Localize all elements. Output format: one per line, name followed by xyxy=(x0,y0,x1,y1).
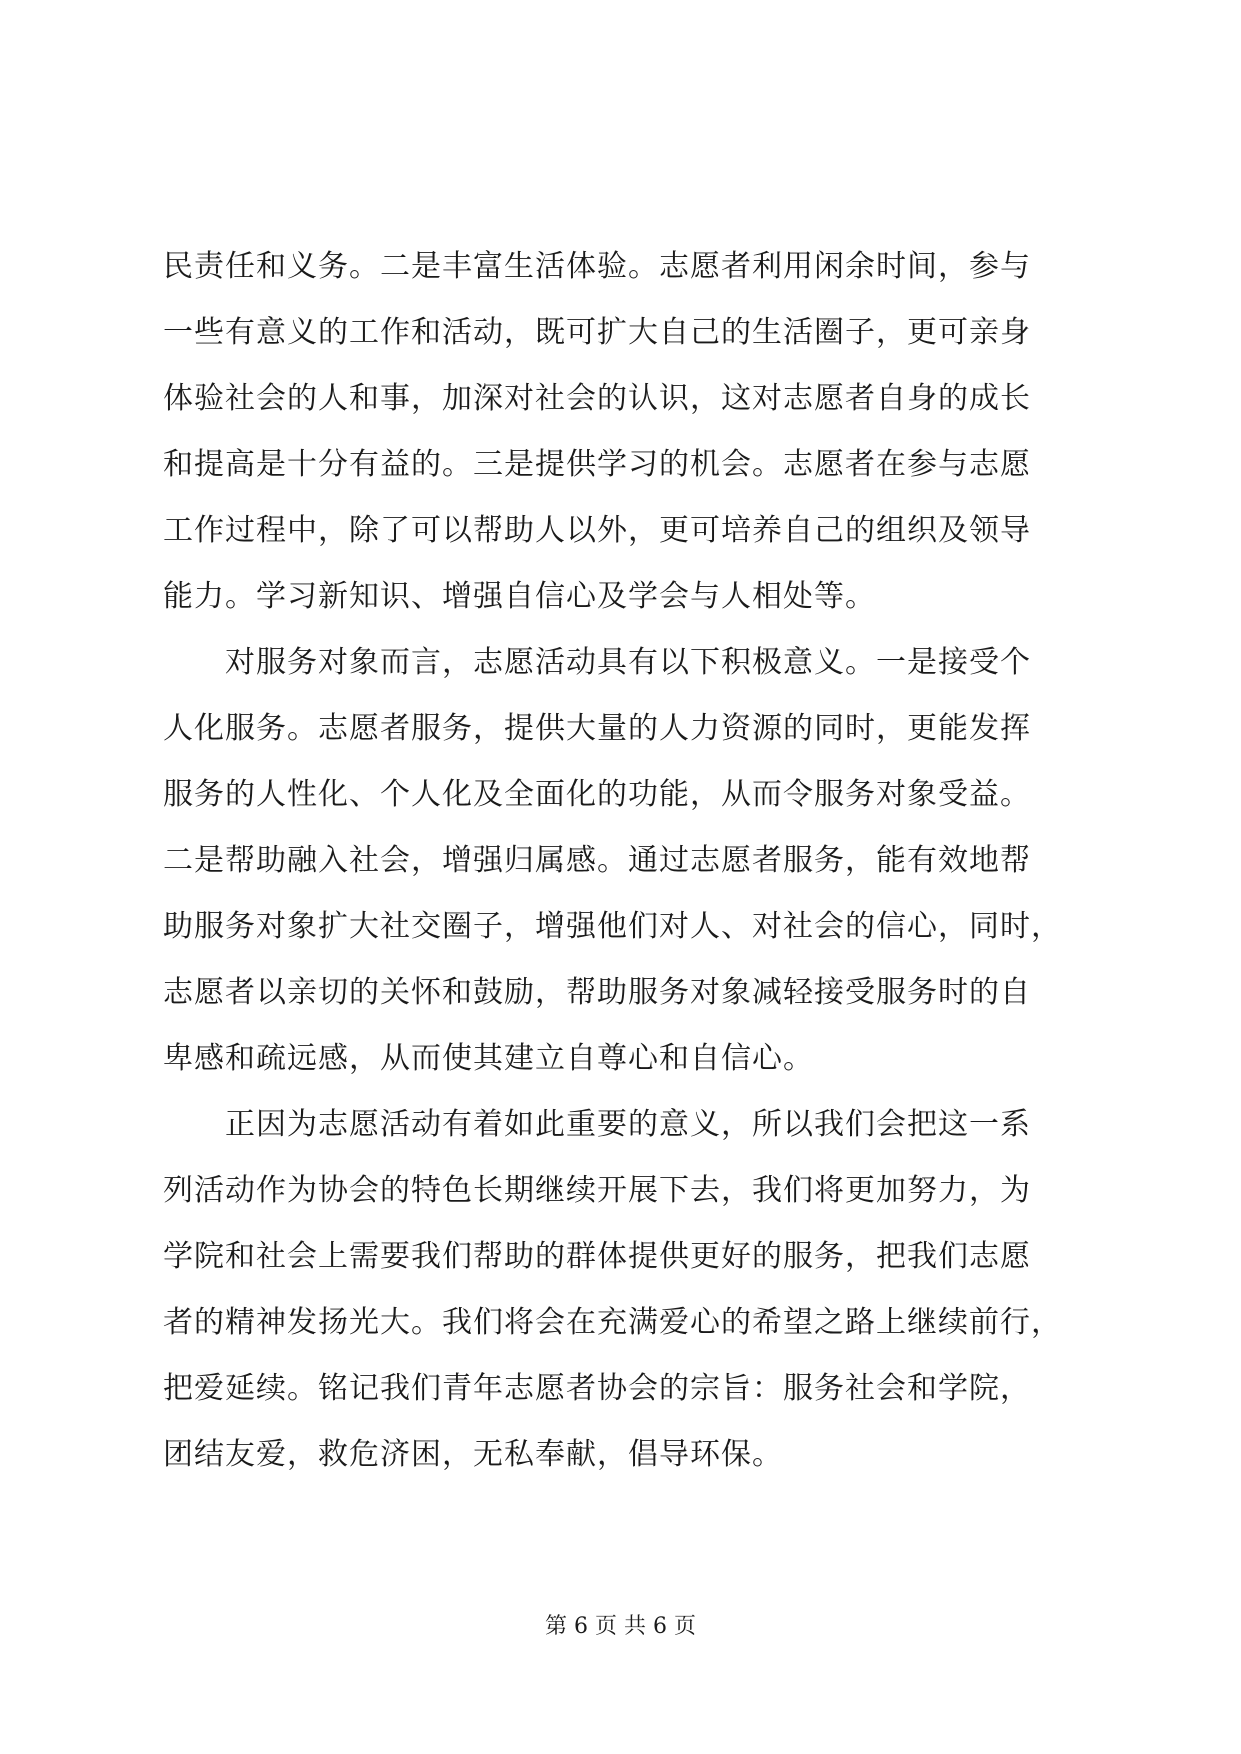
text-line: 对服务对象而言，志愿活动具有以下积极意义。一是接受个 xyxy=(163,645,1031,680)
text-line: 助服务对象扩大社交圈子，增强他们对人、对社会的信心，同时， xyxy=(163,909,1062,944)
text-line: 体验社会的人和事，加深对社会的认识，这对志愿者自身的成长 xyxy=(163,381,1031,416)
text-line: 把爱延续。铭记我们青年志愿者协会的宗旨：服务社会和学院， xyxy=(163,1371,1031,1406)
text-line: 正因为志愿活动有着如此重要的意义，所以我们会把这一系 xyxy=(163,1107,1031,1142)
text-line: 卑感和疏远感，从而使其建立自尊心和自信心。 xyxy=(163,1041,814,1076)
text-line: 团结友爱，救危济困，无私奉献，倡导环保。 xyxy=(163,1437,783,1472)
text-line: 志愿者以亲切的关怀和鼓励，帮助服务对象减轻接受服务时的自 xyxy=(163,975,1031,1010)
text-line: 人化服务。志愿者服务，提供大量的人力资源的同时，更能发挥 xyxy=(163,711,1031,746)
text-line: 列活动作为协会的特色长期继续开展下去，我们将更加努力，为 xyxy=(163,1173,1031,1208)
text-line: 工作过程中，除了可以帮助人以外，更可培养自己的组织及领导 xyxy=(163,513,1031,548)
page-number-footer: 第 6 页 共 6 页 xyxy=(545,1614,696,1639)
document-body xyxy=(163,234,1083,1488)
text-line: 能力。学习新知识、增强自信心及学会与人相处等。 xyxy=(163,579,876,614)
text-line: 服务的人性化、个人化及全面化的功能，从而令服务对象受益。 xyxy=(163,777,1031,812)
text-line: 和提高是十分有益的。三是提供学习的机会。志愿者在参与志愿 xyxy=(163,447,1031,482)
text-line: 二是帮助融入社会，增强归属感。通过志愿者服务，能有效地帮 xyxy=(163,843,1031,878)
text-line: 一些有意义的工作和活动，既可扩大自己的生活圈子，更可亲身 xyxy=(163,315,1031,350)
text-line: 民责任和义务。二是丰富生活体验。志愿者利用闲余时间，参与 xyxy=(163,249,1031,284)
text-line: 学院和社会上需要我们帮助的群体提供更好的服务，把我们志愿 xyxy=(163,1239,1031,1274)
text-line: 者的精神发扬光大。我们将会在充满爱心的希望之路上继续前行， xyxy=(163,1305,1062,1340)
